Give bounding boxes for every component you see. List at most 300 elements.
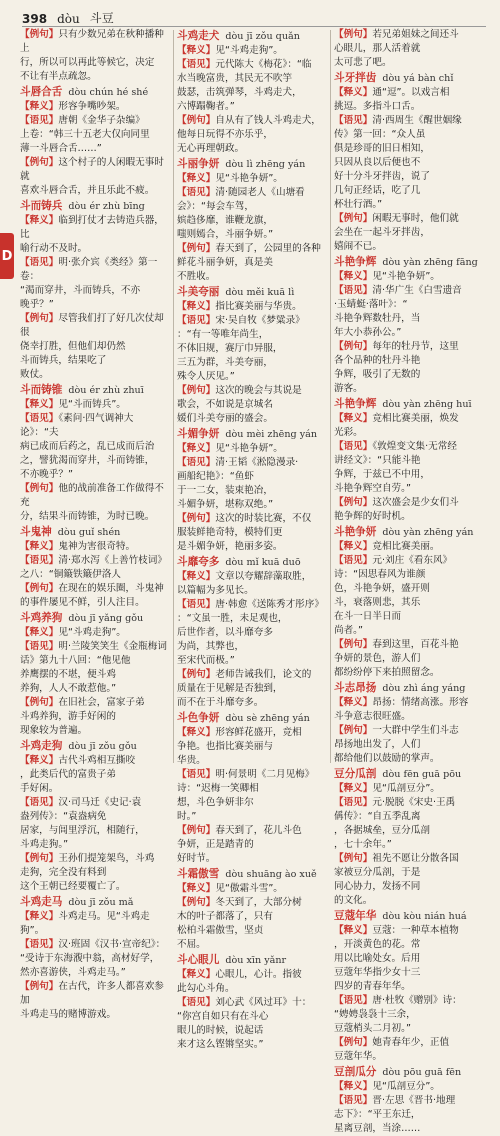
line-text: 色，斗艳争妍，盛开则 (334, 583, 430, 594)
entry-line (334, 270, 486, 284)
entry-line (177, 938, 327, 952)
headword-pinyin: dòu zhì áng yáng (382, 683, 466, 694)
entry-line (334, 1022, 486, 1036)
headword-text: 斗媚争妍 (177, 428, 220, 440)
headword-text: 斗艳争辉 (334, 398, 377, 410)
entry-line (20, 440, 170, 454)
headword-text: 斗牙拌齿 (334, 72, 377, 84)
entry-line (177, 242, 327, 256)
dictionary-entry (20, 895, 170, 1022)
line-text: “受诗于东海澓中翁，高材好学， (20, 953, 160, 964)
entry-line (334, 56, 486, 70)
dictionary-entry (334, 525, 486, 680)
line-text: 斗，衰落则悲，其乐 (334, 597, 421, 608)
column-1 (20, 28, 170, 1020)
dictionary-entry (177, 867, 327, 952)
section-tag: 【例句】 (177, 115, 216, 126)
line-text: “你宫自如只有在斗心 (177, 1011, 269, 1022)
line-text: 尚者。” (334, 625, 363, 636)
entry-line (177, 200, 327, 214)
line-text: 汉·司马迁《史记·袁 (58, 797, 142, 808)
entry-line (177, 584, 327, 598)
entry-headword (334, 525, 486, 540)
entry-line (20, 938, 170, 952)
section-tag: 【例句】 (20, 583, 59, 594)
page-header (22, 2, 486, 27)
line-text: 晚乎？” (20, 299, 54, 310)
line-text: 清·华广生《白雪遗音 (372, 285, 462, 296)
entry-line (20, 128, 170, 142)
line-text: 闲暇无事时，他们就 (372, 213, 459, 224)
line-text: 见“斗艳争妍”。 (215, 443, 283, 454)
entry-line (177, 172, 327, 186)
entry-line (20, 398, 170, 412)
dictionary-entry (334, 1065, 486, 1136)
line-text: 明·兰陵笑笑生《金瓶梅词 (58, 641, 167, 652)
entry-line (20, 810, 170, 824)
entry-line (177, 896, 327, 910)
line-text: 六博蹋鞠者。” (177, 101, 235, 112)
section-tag: 【例句】 (177, 385, 216, 396)
entry-line (20, 782, 170, 796)
line-text: 斗媚争妍，堪称双绝。” (177, 499, 274, 510)
entry-line (334, 1008, 486, 1022)
dictionary-entry (334, 909, 486, 1064)
headword-text: 斗艳争妍 (334, 526, 377, 538)
entry-line (334, 824, 486, 838)
entry-line (334, 710, 486, 724)
entry-line (177, 654, 327, 668)
line-text: 见“瓜剖豆分”。 (372, 783, 440, 794)
line-text: 一大群中学生们斗志 (372, 725, 459, 736)
entry-line (177, 256, 327, 270)
line-text: 这次的时装比赛，不仅 (215, 513, 312, 524)
section-tag: 【释义】 (334, 1081, 373, 1092)
header-pinyin: dòu (57, 12, 80, 26)
entry-line (334, 852, 486, 866)
entry-line (20, 866, 170, 880)
section-tag: 【释义】 (177, 727, 216, 738)
line-text: ，七十余年。” (334, 839, 392, 850)
section-tag: 【例句】 (20, 853, 59, 864)
entry-line (177, 968, 327, 982)
line-text: 宋·吴自牧《梦粱录》 (215, 315, 305, 326)
line-text: 冬天到了，大部分树 (215, 897, 302, 908)
entry-line (334, 382, 486, 396)
entry-line (177, 58, 327, 72)
line-text: 走狗，完全没有料到 (20, 867, 107, 878)
line-text: 昂扬：情绪高涨。形容 (372, 697, 469, 708)
section-tag: 【释义】 (334, 697, 373, 708)
entry-line (334, 156, 486, 170)
line-text: 在现在的娱乐圈，斗鬼神 (58, 583, 164, 594)
headword-text: 斗鸡走狗 (20, 740, 63, 752)
section-tag: 【释义】 (177, 301, 216, 312)
entry-line (20, 70, 170, 84)
entry-line (20, 56, 170, 70)
section-tag: 【释义】 (177, 571, 216, 582)
line-text: 光彩。 (334, 427, 363, 438)
line-text: 几句正经话，吃了几 (334, 185, 421, 196)
headword-text: 斗而铸兵 (20, 200, 63, 212)
entry-headword (177, 953, 327, 968)
section-tag: 【语见】 (334, 115, 373, 126)
entry-line (334, 1122, 486, 1136)
line-text: 松柏斗霜傲雪，坚贞 (177, 925, 264, 936)
headword-text: 豆分瓜剖 (334, 768, 377, 780)
line-text: ，开淡黄色的花。常 (334, 939, 421, 950)
entry-line (177, 882, 327, 896)
entry-line (177, 342, 327, 356)
line-text: 元·脱脱《宋史·王禹 (372, 797, 456, 808)
entry-line (20, 568, 170, 582)
entry-line (177, 612, 327, 626)
entry-line (20, 910, 170, 924)
line-text: 昂扬地出发了，人们 (334, 739, 421, 750)
entry-line (334, 596, 486, 610)
section-tag: 【语见】 (20, 115, 59, 126)
line-text: 在斗一日半日而 (334, 611, 402, 622)
line-text: 王孙们提笼架鸟，斗鸡 (58, 853, 155, 864)
entry-line (177, 44, 327, 58)
entry-line (20, 838, 170, 852)
line-text: ：“有一等唯年尚生， (177, 329, 269, 340)
line-text: 盎列传》：“袁盎病免 (20, 811, 107, 822)
entry-line (177, 314, 327, 328)
line-text: 她青春年少，正值 (372, 1037, 450, 1048)
line-text: ：“文虽一胜，未足观也， (177, 613, 288, 624)
headword-pinyin: dòu guǐ shén (57, 527, 121, 538)
dictionary-entry (177, 285, 327, 426)
entry-line (20, 368, 170, 382)
line-text: 于一二女，装束艳冶， (177, 485, 273, 496)
line-text: 艳争辉的好时机。 (334, 511, 411, 522)
dictionary-entry (334, 255, 486, 396)
headword-text: 斗鸡走马 (20, 896, 63, 908)
line-text: 杯壮行酒。” (334, 199, 383, 210)
entry-line (177, 1010, 327, 1024)
dictionary-entry (177, 157, 327, 284)
line-text: 鼓瑟，击筑弹琴，斗鸡走犬， (177, 87, 302, 98)
line-text: 好时节。 (177, 853, 216, 864)
line-text: 不亦晚乎？” (20, 469, 73, 480)
line-text: 斗而铸兵，结果吃了 (20, 355, 107, 366)
entry-line (177, 526, 327, 540)
section-tag: 【语见】 (334, 285, 373, 296)
entry-line (20, 242, 170, 256)
line-text: 斗鸡走马。见“斗鸡走 (58, 911, 150, 922)
entry-line (177, 100, 327, 114)
headword-pinyin: dòu xīn yǎnr (225, 955, 287, 966)
entry-line (20, 142, 170, 156)
line-text: 唐·韩愈《送陈秀才彤序》 (215, 599, 324, 610)
line-text: 心眼儿，心计。指彼 (215, 969, 302, 980)
line-text: 争辉，于兹已不中用， (334, 469, 430, 480)
line-text: 讲经文》：“只能斗艳 (334, 455, 421, 466)
line-text: 竞相比赛美丽，焕发 (372, 413, 459, 424)
column-2 (177, 28, 327, 1050)
page-number: 398 (22, 12, 48, 26)
entry-headword (20, 85, 170, 100)
entry-line (177, 442, 327, 456)
entry-line (334, 114, 486, 128)
entry-line (177, 540, 327, 554)
entry-line (20, 596, 170, 610)
entry-line (20, 724, 170, 738)
entry-line (177, 796, 327, 810)
line-text: 若兄弟姐妹之间还斗 (372, 29, 459, 40)
line-text: 清·王韬《淞隐漫录· (215, 457, 299, 468)
entry-headword (177, 285, 327, 300)
line-text: 眼儿的时候，说起话 (177, 1025, 264, 1036)
line-text: 媛们斗美夸丽的盛会。 (177, 413, 273, 424)
line-text: “渴而穿井，斗而铸兵，不亦 (20, 285, 141, 296)
line-text: 嬉闹不已。 (334, 241, 382, 252)
entry-headword (334, 767, 486, 782)
entry-line (20, 952, 170, 966)
column-divider (330, 30, 331, 763)
entry-line (334, 582, 486, 596)
entry-line (177, 484, 327, 498)
entry-line (177, 740, 327, 754)
dictionary-entry (20, 85, 170, 198)
entry-line (334, 454, 486, 468)
column-divider (173, 30, 174, 763)
line-text: 见“瓜剖豆分”。 (372, 1081, 440, 1092)
section-tag: 【语见】 (177, 315, 216, 326)
entry-headword (20, 199, 170, 214)
headword-pinyin: dòu kòu nián huá (382, 911, 467, 922)
line-text: ，此类后代的富贵子弟 (20, 769, 116, 780)
entry-headword (334, 255, 486, 270)
line-text: 伊洛人 (92, 569, 121, 580)
line-text: 刘心武《风过耳》十： (215, 997, 312, 1008)
section-tag: 【语见】 (334, 995, 373, 1006)
section-tag: 【例句】 (334, 213, 373, 224)
line-text: 诗：“迟梅一笑卿相 (177, 783, 259, 794)
line-text: 败仗。 (20, 369, 49, 380)
entry-line (334, 1108, 486, 1122)
entry-headword (177, 555, 327, 570)
line-text: 见“斗艳争妍”。 (372, 271, 440, 282)
line-text: 之，譬犹渴而穿井，斗而铸锥， (20, 455, 155, 466)
entry-line (177, 512, 327, 526)
line-text: 而不在于斗靡夸多。 (177, 697, 264, 708)
entry-line (20, 156, 170, 184)
line-text: 上卷：“韩三十五老大仅向同里 (20, 129, 150, 140)
entry-line (334, 1094, 486, 1108)
section-tag: 【释义】 (334, 271, 373, 282)
line-text: 俱是珍哥的旧日相知， (334, 143, 430, 154)
section-tag: 【例句】 (177, 825, 216, 836)
entry-line (20, 768, 170, 782)
line-text: 见“斗鸡走狗”。 (215, 45, 283, 56)
entry-headword (20, 895, 170, 910)
entry-line (20, 668, 170, 682)
entry-line (177, 456, 327, 470)
headword-text: 斗志昂扬 (334, 682, 377, 694)
headword-text: 豆剖瓜分 (334, 1066, 377, 1078)
line-text: 同心协力，发扬不同 (334, 881, 421, 892)
dictionary-entry (177, 555, 327, 710)
entry-line (177, 356, 327, 370)
headword-pinyin: dòu jī zǒu mǎ (68, 897, 134, 908)
section-tag: 【释义】 (20, 215, 59, 226)
entry-line (334, 226, 486, 240)
entry-line (334, 638, 486, 652)
line-text: 养狗，人人不敢惹他。” (20, 683, 117, 694)
entry-line (334, 810, 486, 824)
entry-headword (177, 711, 327, 726)
line-text: 画船纪艳》：“鱼虾 (177, 471, 254, 482)
headword-text: 斗霜傲雪 (177, 868, 220, 880)
entry-line (177, 470, 327, 484)
dictionary-entry (177, 29, 327, 156)
dictionary-entry (177, 427, 327, 554)
section-tag: 【例句】 (334, 497, 373, 508)
line-text: 见“傲霜斗雪”。 (215, 883, 283, 894)
line-text: 喜欢斗唇合舌，并且乐此不疲。 (20, 185, 155, 196)
line-text: 唐朝《金华子杂编》 (58, 115, 145, 126)
line-text: 斗争意志很旺盛。 (334, 711, 411, 722)
line-text: 《敦煌变文集·无常经 (372, 441, 457, 452)
section-tag: 【例句】 (334, 639, 373, 650)
headword-pinyin: dòu yá bàn chǐ (382, 73, 454, 84)
entry-line (334, 142, 486, 156)
entry-line (20, 654, 170, 668)
entry-headword (334, 681, 486, 696)
entry-line (334, 866, 486, 880)
entry-line (334, 838, 486, 852)
line-text: 在旧社会，富家子弟 (58, 697, 145, 708)
entry-line (177, 782, 327, 796)
line-text: 传》第一回：“众人虽 (334, 129, 426, 140)
entry-line (20, 468, 170, 482)
line-text: 不体旧规，赛厅巾异服， (177, 343, 283, 354)
entry-line (177, 982, 327, 996)
headword-pinyin: dòu yàn zhēng yán (382, 527, 474, 538)
line-text: 的文化。 (334, 895, 373, 906)
line-text: 斗鸡走马的赌博游戏。 (20, 1009, 116, 1020)
section-tag: 【语见】 (177, 599, 216, 610)
entry-line (20, 312, 170, 340)
entry-line (334, 796, 486, 810)
dictionary-entry (334, 681, 486, 766)
entry-line (334, 198, 486, 212)
entry-line (334, 724, 486, 738)
section-tag: 【语见】 (20, 555, 59, 566)
line-text: 病已成而后药之，乱已成而后治 (20, 441, 155, 452)
thumb-index-tab[interactable]: D (0, 233, 14, 279)
line-text: 汉·班固《汉书·宣帝纪》： (58, 939, 166, 950)
section-tag: 【释义】 (334, 783, 373, 794)
entry-line (177, 228, 327, 242)
line-text: 明·何景明《二月见梅》 (215, 769, 315, 780)
entry-line (177, 598, 327, 612)
entry-line (334, 440, 486, 454)
line-text: 指比赛美丽与华贵。 (215, 301, 302, 312)
entry-line (177, 996, 327, 1010)
headword-pinyin: dòu mèi zhēng yán (225, 429, 318, 440)
entry-line (334, 496, 486, 510)
entry-headword (177, 157, 327, 172)
line-text: 豆蔻年华指少女十三 (334, 967, 421, 978)
entry-line (334, 212, 486, 226)
entry-line (334, 652, 486, 666)
line-text: 斗艳争辉数牡丹，当 (334, 313, 421, 324)
entry-line (20, 412, 170, 440)
entry-line (334, 966, 486, 980)
line-text: 这个王朝已经要覆亡了。 (20, 881, 126, 892)
line-text: 此勾心斗角。 (177, 983, 235, 994)
line-text: 后世作者，以斗靡夸多 (177, 627, 273, 638)
entry-line (177, 768, 327, 782)
entry-headword (177, 29, 327, 44)
line-text: 元代陈大《梅花》：“临 (215, 59, 312, 70)
line-text: 三五为群，斗美夸丽， (177, 357, 273, 368)
entry-line (177, 328, 327, 342)
entry-line (177, 384, 327, 398)
entry-line (334, 86, 486, 100)
entry-line (334, 952, 486, 966)
line-text: 不让有半点疏忽。 (20, 71, 97, 82)
headword-text: 斗鸡养狗 (20, 612, 63, 624)
entry-line (20, 284, 170, 298)
line-text: 喻行动不及时。 (20, 243, 88, 254)
line-text: 豆蔻年华。 (334, 1051, 382, 1062)
section-tag: 【释义】 (20, 911, 59, 922)
line-text: 想，斗色争妍非尔 (177, 797, 254, 808)
entry-line (20, 880, 170, 894)
line-text: 然亦喜游侠，斗鸡走马。” (20, 967, 126, 978)
line-text: 家被豆分瓜剖，于是 (334, 867, 421, 878)
line-text: 四岁的青春年华。 (334, 981, 411, 992)
entry-line (334, 284, 486, 298)
line-text: 争妍，正是踏青的 (177, 839, 254, 850)
entry-line (177, 1024, 327, 1038)
entry-headword (177, 867, 327, 882)
entry-headword (334, 1065, 486, 1080)
entry-line (334, 894, 486, 908)
entry-line (334, 994, 486, 1008)
section-tag: 【语见】 (20, 797, 59, 808)
entry-line (177, 640, 327, 654)
entry-line (334, 298, 486, 312)
entry-line (177, 1038, 327, 1052)
entry-line (334, 554, 486, 568)
section-tag: 【释义】 (177, 969, 216, 980)
header-title: 斗豆 (89, 11, 114, 25)
section-tag: 【语见】 (177, 457, 216, 468)
line-text: 服装鲜艳奇特，模特们更 (177, 527, 283, 538)
line-text: 《素问·四气调神大论》：“夫 (20, 413, 134, 438)
entry-line (20, 554, 170, 568)
line-text: 这次的晚会与其说是 (215, 385, 302, 396)
entry-line (334, 924, 486, 938)
entry-line (334, 568, 486, 582)
entry-line (334, 610, 486, 624)
section-tag: 【语见】 (177, 59, 216, 70)
line-text: 清·随园老人《山塘看 (215, 187, 305, 198)
entry-line (177, 668, 327, 682)
entry-line (20, 214, 170, 242)
line-text: 春到这里，百花斗艳 (372, 639, 459, 650)
entry-line (177, 824, 327, 838)
line-text: 文章以夸耀辞藻取胜， (215, 571, 312, 582)
headword-pinyin: dòu jī zǒu quǎn (225, 31, 300, 42)
line-text: 元·刘庄《看东风》 (372, 555, 453, 566)
entry-line (334, 510, 486, 524)
